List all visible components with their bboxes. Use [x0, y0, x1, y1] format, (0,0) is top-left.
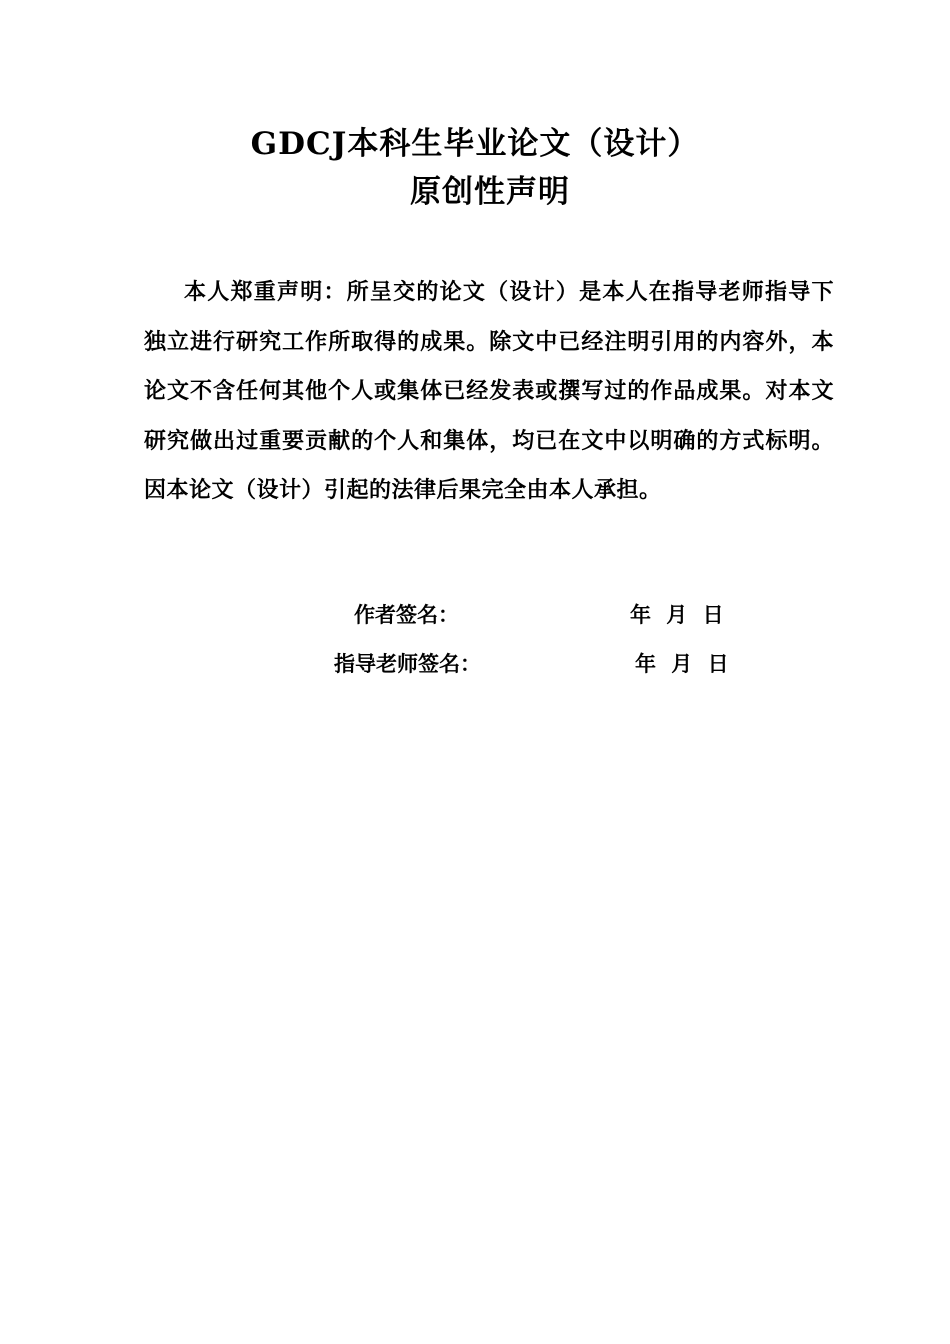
advisor-signature-date: 年 月 日 [635, 651, 729, 676]
advisor-signature-label: 指导老师签名： [334, 651, 481, 676]
declaration-paragraph: 本人郑重声明：所呈交的论文（设计）是本人在指导老师指导下独立进行研究工作所取得的成果。除文中已经注明引用的内容外，本论文不含任何其他个人或集体已经发表或撰写过的作品成果。对本文研究做出过重要贡献的个人和集体，均已在文中以明确的方式标明。因本论文（设计）引起的法律后果完全由本人承担。 [144, 279, 834, 503]
author-signature-label: 作者签名： [354, 602, 459, 627]
author-signature-date: 年 月 日 [630, 602, 724, 627]
document-title: GDCJ本科生毕业论文（设计） [250, 126, 700, 162]
document-subtitle: 原创性声明 [410, 174, 570, 210]
